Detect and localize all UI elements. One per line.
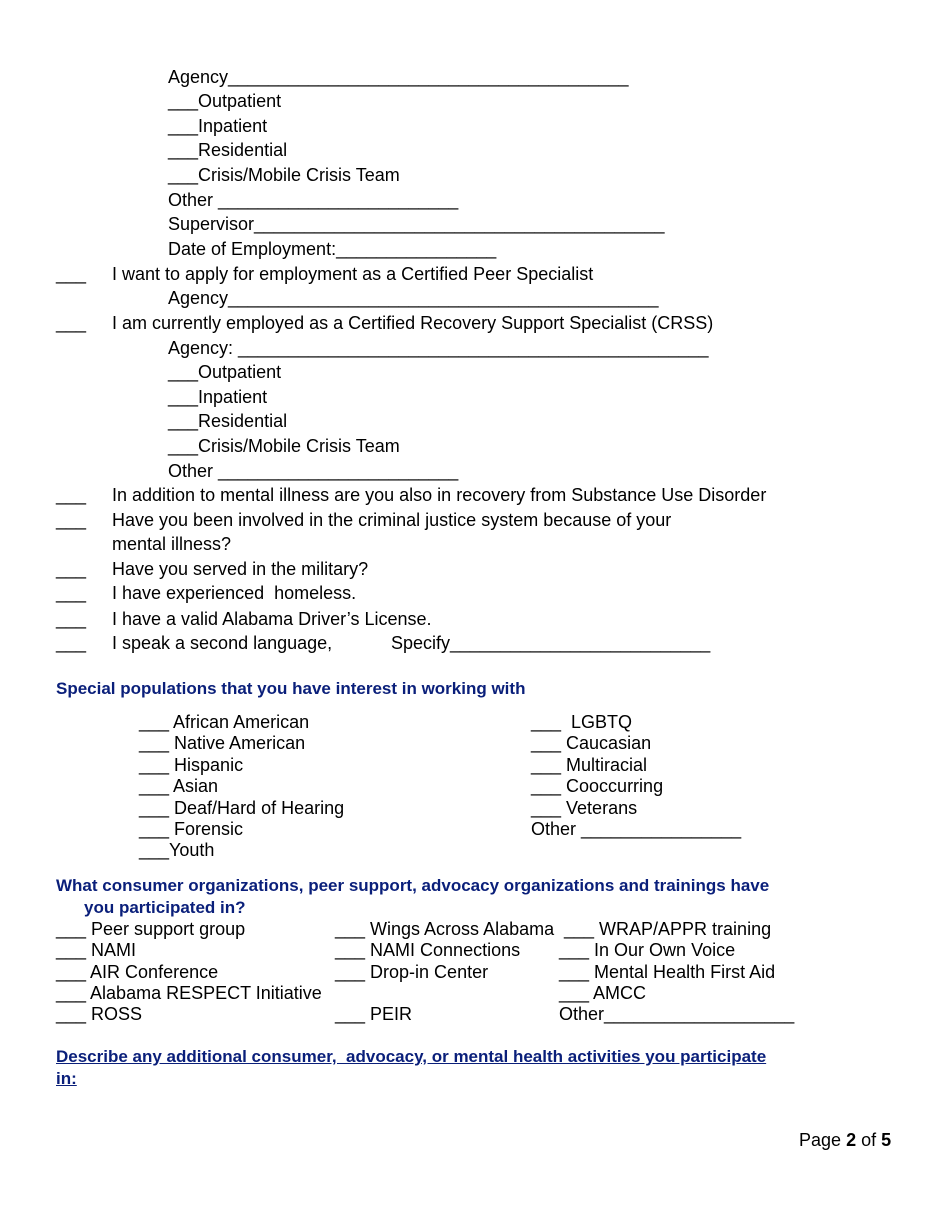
crss-checkbox-blank[interactable]: ___ [56,313,87,333]
license-checkbox-blank[interactable]: ___ [56,609,87,629]
pop-african-american[interactable]: ___ African American [139,712,310,732]
language-specify-line[interactable]: Specify__________________________ [391,633,711,653]
residential-option-1[interactable]: ___Residential [168,140,288,160]
org-nami[interactable]: ___ NAMI [56,940,137,960]
pop-lgbtq[interactable]: ___ LGBTQ [531,712,633,732]
inpatient-option-1[interactable]: ___Inpatient [168,116,268,136]
outpatient-option-2[interactable]: ___Outpatient [168,362,282,382]
pop-other-line[interactable]: Other ________________ [531,819,742,839]
describe-activities-heading: Describe any additional consumer, advocacy, or mental health activities you participate [56,1047,767,1066]
sud-question-text: In addition to mental illness are you also in recovery from Substance Use Disorder [112,485,767,505]
other-line-1[interactable]: Other ________________________ [168,190,459,210]
justice-checkbox-blank[interactable]: ___ [56,510,87,530]
org-ross[interactable]: ___ ROSS [56,1004,143,1024]
page-number [799,1130,891,1151]
justice-question-text-cont: mental illness? [112,534,232,554]
agency-line-1[interactable]: Agency________________________________________ [168,67,629,87]
pop-hispanic[interactable]: ___ Hispanic [139,755,244,775]
cps-checkbox-blank[interactable]: ___ [56,264,87,284]
military-checkbox-blank[interactable]: ___ [56,559,87,579]
residential-option-2[interactable]: ___Residential [168,411,288,431]
org-drop-in-center[interactable]: ___ Drop-in Center [335,962,489,982]
organizations-heading: What consumer organizations, peer support, advocacy organizations and trainings have [56,876,770,895]
org-alabama-respect[interactable]: ___ Alabama RESPECT Initiative [56,983,322,1003]
agency-line-crss[interactable]: Agency: _______________________________________________ [168,338,709,358]
outpatient-option-1[interactable]: ___Outpatient [168,91,282,111]
pop-multiracial[interactable]: ___ Multiracial [531,755,648,775]
license-question-text: I have a valid Alabama Driver’s License. [112,609,432,629]
military-question-text: Have you served in the military? [112,559,369,579]
special-populations-heading: Special populations that you have interest in working with [56,679,526,698]
agency-line-cps[interactable]: Agency___________________________________________ [168,288,659,308]
language-checkbox-blank[interactable]: ___ [56,633,87,653]
pop-forensic[interactable]: ___ Forensic [139,819,244,839]
pop-asian[interactable]: ___ Asian [139,776,219,796]
justice-question-text: Have you been involved in the criminal justice system because of your [112,510,672,530]
organizations-heading-cont: you participated in? [84,898,246,917]
current-page: 2 [846,1130,857,1150]
pop-native-american[interactable]: ___ Native American [139,733,306,753]
language-question-text: I speak a second language, [112,633,333,653]
org-amcc[interactable]: ___ AMCC [559,983,647,1003]
of-word: of [861,1130,877,1150]
homeless-question-text: I have experienced homeless. [112,583,357,603]
homeless-checkbox-blank[interactable]: ___ [56,583,87,603]
org-air-conference[interactable]: ___ AIR Conference [56,962,219,982]
org-wrap-appr-training[interactable]: ___ WRAP/APPR training [564,919,772,939]
other-line-2[interactable]: Other ________________________ [168,461,459,481]
pop-caucasian[interactable]: ___ Caucasian [531,733,652,753]
total-pages: 5 [881,1130,892,1150]
org-nami-connections[interactable]: ___ NAMI Connections [335,940,521,960]
pop-deaf-hard-of-hearing[interactable]: ___ Deaf/Hard of Hearing [139,798,345,818]
org-peir[interactable]: ___ PEIR [335,1004,413,1024]
sud-checkbox-blank[interactable]: ___ [56,485,87,505]
pop-veterans[interactable]: ___ Veterans [531,798,638,818]
org-wings-across-alabama[interactable]: ___ Wings Across Alabama [335,919,555,939]
crss-question-text: I am currently employed as a Certified Recovery Support Specialist (CRSS) [112,313,714,333]
org-mental-health-first-aid[interactable]: ___ Mental Health First Aid [559,962,776,982]
org-peer-support-group[interactable]: ___ Peer support group [56,919,246,939]
inpatient-option-2[interactable]: ___Inpatient [168,387,268,407]
org-other-line[interactable]: Other___________________ [559,1004,795,1024]
date-of-employment-line[interactable]: Date of Employment:________________ [168,239,497,259]
pop-youth[interactable]: ___Youth [139,840,215,860]
org-in-our-own-voice[interactable]: ___ In Our Own Voice [559,940,736,960]
crisis-option-2[interactable]: ___Crisis/Mobile Crisis Team [168,436,400,456]
crisis-option-1[interactable]: ___Crisis/Mobile Crisis Team [168,165,400,185]
cps-question-text: I want to apply for employment as a Certified Peer Specialist [112,264,594,284]
page-word: Page [799,1130,842,1150]
supervisor-line[interactable]: Supervisor_________________________________________ [168,214,665,234]
pop-cooccurring[interactable]: ___ Cooccurring [531,776,664,796]
describe-activities-heading-cont: in: [56,1069,77,1088]
